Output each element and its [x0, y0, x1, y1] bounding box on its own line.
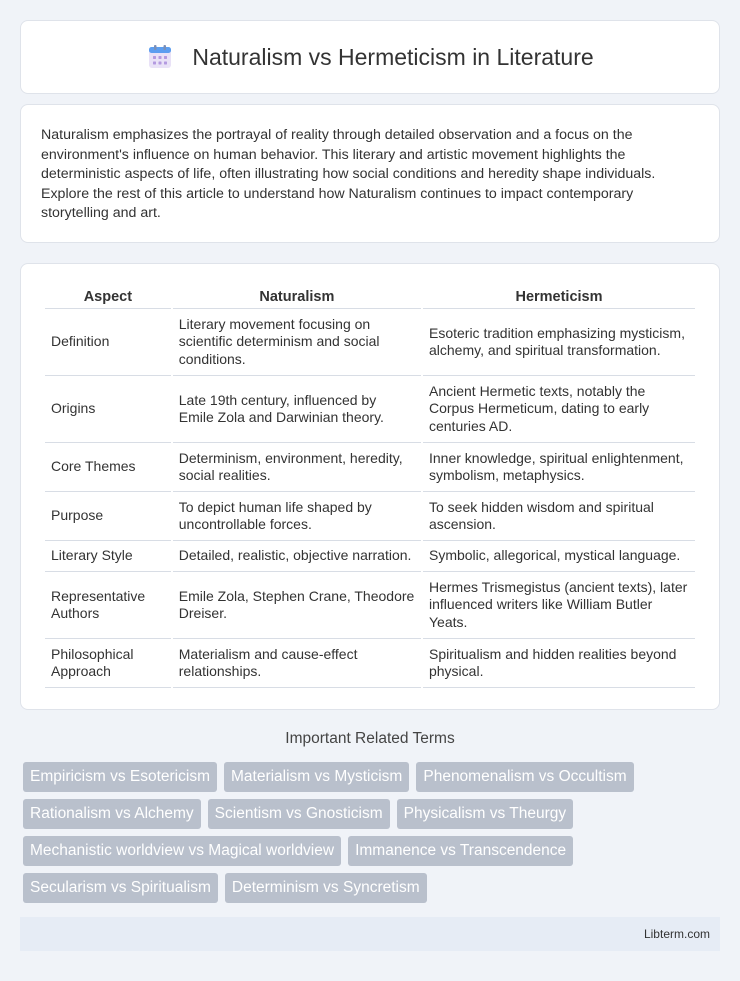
row-aspect: Core Themes	[45, 443, 171, 492]
related-terms-title: Important Related Terms	[285, 730, 455, 747]
row-hermeticism: Hermes Trismegistus (ancient texts), later influenced writers like William Butler Yeats.	[423, 572, 695, 639]
table-row	[45, 492, 695, 541]
row-aspect: Philosophical Approach	[45, 639, 171, 688]
related-term-link[interactable]: Phenomenalism vs Occultism	[416, 762, 633, 792]
related-term-link[interactable]: Determinism vs Syncretism	[225, 873, 427, 903]
header-naturalism: Naturalism	[173, 284, 421, 309]
row-aspect: Purpose	[45, 492, 171, 541]
row-aspect: Representative Authors	[45, 572, 171, 639]
row-hermeticism: To seek hidden wisdom and spiritual ascension.	[423, 492, 695, 541]
row-naturalism: Determinism, environment, heredity, social realities.	[173, 443, 421, 492]
row-hermeticism: Ancient Hermetic texts, notably the Corpus Hermeticum, dating to early centuries AD.	[423, 376, 695, 443]
row-naturalism: Materialism and cause-effect relationships.	[173, 639, 421, 688]
row-hermeticism: Inner knowledge, spiritual enlightenment, symbolism, metaphysics.	[423, 443, 695, 492]
related-term-link[interactable]: Scientism vs Gnosticism	[208, 799, 390, 829]
footer-site-link[interactable]: Libterm.com	[643, 927, 710, 941]
related-term-link[interactable]: Secularism vs Spiritualism	[23, 873, 218, 903]
header-inner	[146, 43, 593, 71]
row-aspect: Definition	[45, 309, 171, 376]
row-naturalism: Literary movement focusing on scientific determinism and social conditions.	[173, 309, 421, 376]
footer	[20, 917, 720, 951]
related-term-link[interactable]: Rationalism vs Alchemy	[23, 799, 201, 829]
intro-card	[20, 104, 720, 243]
page-title: Naturalism vs Hermeticism in Literature	[192, 43, 594, 70]
table-header-row	[45, 284, 695, 309]
related-term-link[interactable]: Materialism vs Mysticism	[224, 762, 409, 792]
intro-paragraph: Naturalism emphasizes the portrayal of reality through detailed observation and a focus on the environment's influence on human behavior. This literary and artistic movement highlights the deterministic aspects of life, often illustrating how social conditions and heredity shape individuals. Explore the rest of this article to understand how Naturalism continues to impact contemporary storytelling and art.	[41, 127, 656, 221]
row-hermeticism: Spiritualism and hidden realities beyond physical.	[423, 639, 695, 688]
row-aspect: Literary Style	[45, 541, 171, 572]
comparison-table	[43, 284, 697, 688]
related-term-link[interactable]: Mechanistic worldview vs Magical worldview	[23, 836, 341, 866]
table-row	[45, 639, 695, 688]
table-row	[45, 309, 695, 376]
row-hermeticism: Symbolic, allegorical, mystical language.	[423, 541, 695, 572]
row-hermeticism: Esoteric tradition emphasizing mysticism, alchemy, and spiritual transformation.	[423, 309, 695, 376]
row-naturalism: Emile Zola, Stephen Crane, Theodore Dreiser.	[173, 572, 421, 639]
row-naturalism: Detailed, realistic, objective narration.	[173, 541, 421, 572]
calendar-icon	[146, 43, 174, 71]
table-row	[45, 443, 695, 492]
header-aspect: Aspect	[45, 284, 171, 309]
row-naturalism: Late 19th century, influenced by Emile Zola and Darwinian theory.	[173, 376, 421, 443]
related-term-link[interactable]: Empiricism vs Esotericism	[23, 762, 217, 792]
table-row	[45, 376, 695, 443]
table-row	[45, 541, 695, 572]
related-term-link[interactable]: Immanence vs Transcendence	[348, 836, 573, 866]
related-terms-list	[23, 762, 713, 903]
comparison-table-card	[20, 263, 720, 710]
related-term-link[interactable]: Physicalism vs Theurgy	[397, 799, 574, 829]
row-aspect: Origins	[45, 376, 171, 443]
table-row	[45, 572, 695, 639]
header-card	[20, 20, 720, 94]
header-hermeticism: Hermeticism	[423, 284, 695, 309]
row-naturalism: To depict human life shaped by uncontrollable forces.	[173, 492, 421, 541]
